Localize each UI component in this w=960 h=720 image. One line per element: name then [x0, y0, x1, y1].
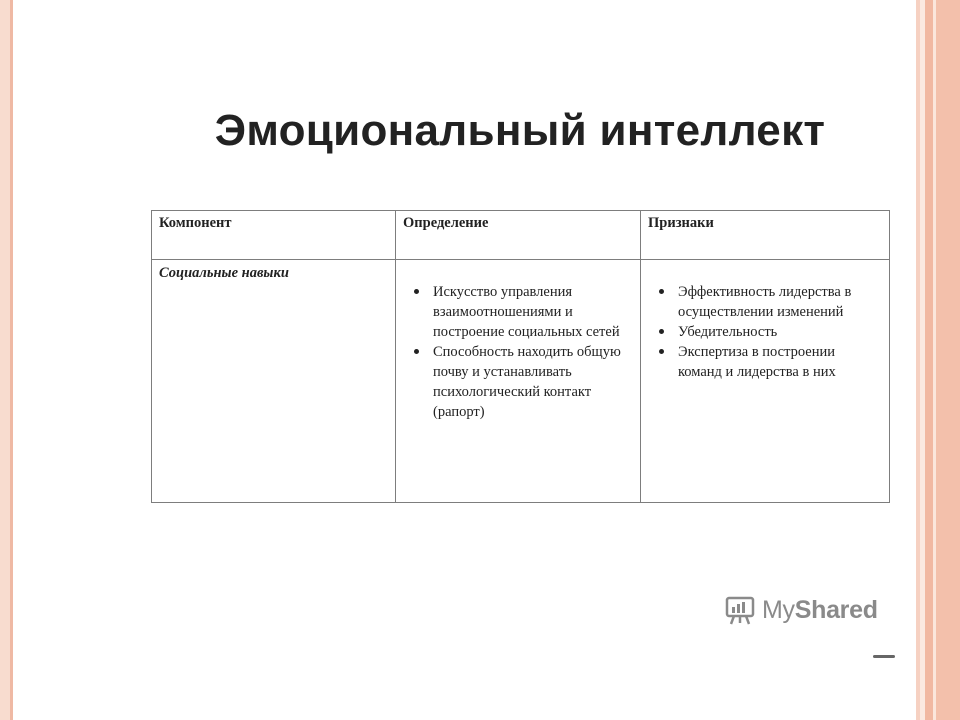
list-item: Экспертиза в построении команд и лидерства в них [648, 342, 882, 382]
decorative-mark [873, 655, 895, 658]
slide-border-left [0, 0, 10, 720]
myshared-watermark [724, 594, 878, 626]
bullet-icon [659, 289, 664, 294]
header-signs: Признаки [641, 211, 890, 260]
signs-cell [641, 260, 890, 503]
header-definition: Определение [396, 211, 641, 260]
list-item: Способность находить общую почву и устанавливать психологический контакт (рапорт) [403, 342, 633, 422]
slide-border-left-line [10, 0, 13, 720]
components-table [151, 210, 890, 503]
slide-title: Эмоциональный интеллект [214, 106, 826, 155]
watermark-prefix: My [762, 595, 795, 624]
bullet-icon [659, 329, 664, 334]
header-component: Компонент [152, 211, 396, 260]
list-item: Искусство управления взаимоотношениями и построение социальных сетей [403, 282, 633, 342]
table-row [152, 260, 890, 503]
list-item: Убедительность [648, 322, 882, 342]
table-header-row [152, 211, 890, 260]
watermark-suffix: Shared [794, 595, 878, 624]
presentation-board-icon [724, 594, 756, 626]
slide-border-right [916, 0, 960, 720]
component-cell: Социальные навыки [152, 260, 396, 503]
definition-list [403, 266, 633, 422]
bullet-icon [659, 349, 664, 354]
list-item: Эффективность лидерства в осуществлении изменений [648, 282, 882, 322]
signs-list [648, 266, 882, 382]
definition-cell [396, 260, 641, 503]
bullet-icon [414, 289, 419, 294]
bullet-icon [414, 349, 419, 354]
